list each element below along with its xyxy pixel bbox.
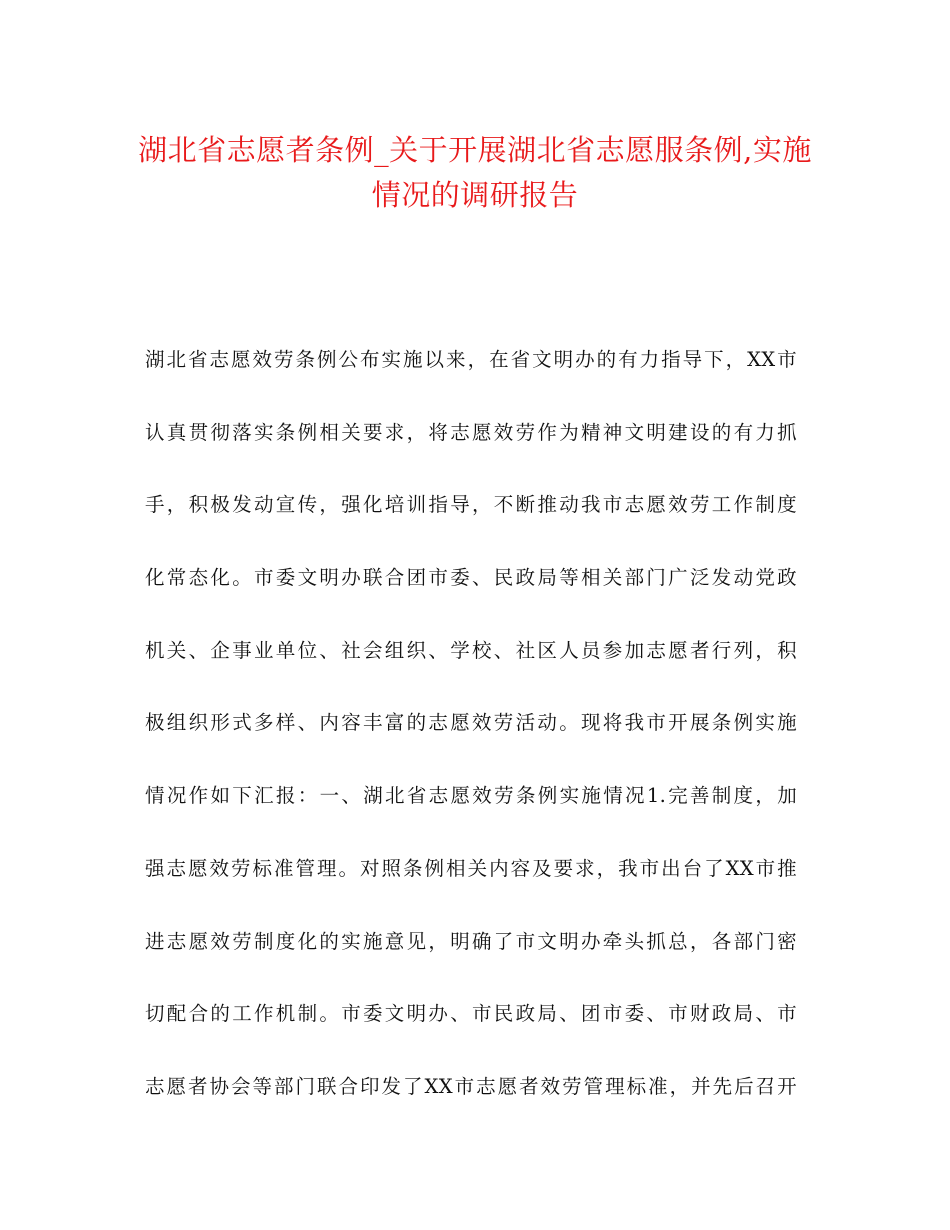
- body-line: 认真贯彻落实条例相关要求，将志愿效劳作为精神文明建设的有力抓: [145, 420, 797, 444]
- body-line: 极组织形式多样、内容丰富的志愿效劳活动。现将我市开展条例实施: [145, 711, 797, 735]
- document-title: [120, 128, 830, 218]
- body-line: 手，积极发动宣传，强化培训指导，不断推动我市志愿效劳工作制度: [145, 493, 797, 517]
- title-line-2: 情况的调研报告: [371, 178, 579, 212]
- body-line: 强志愿效劳标准管理。对照条例相关内容及要求，我市出台了XX市推: [145, 856, 797, 880]
- body-line: 情况作如下汇报：一、湖北省志愿效劳条例实施情况1.完善制度，加: [145, 784, 797, 808]
- body-line: 志愿者协会等部门联合印发了XX市志愿者效劳管理标准，并先后召开: [145, 1074, 797, 1098]
- body-line: 化常态化。市委文明办联合团市委、民政局等相关部门广泛发动党政: [145, 566, 797, 590]
- body-line: 进志愿效劳制度化的实施意见，明确了市文明办牵头抓总，各部门密: [145, 929, 797, 953]
- body-line: 湖北省志愿效劳条例公布实施以来，在省文明办的有力指导下，XX市: [145, 348, 797, 371]
- body-paragraph: [145, 336, 825, 1136]
- body-line: 机关、企事业单位、社会组织、学校、社区人员参加志愿者行列，积: [145, 638, 797, 662]
- body-line: 切配合的工作机制。市委文明办、市民政局、团市委、市财政局、市: [145, 1002, 797, 1026]
- title-line-1: 湖北省志愿者条例_关于开展湖北省志愿服条例,实施: [138, 133, 812, 167]
